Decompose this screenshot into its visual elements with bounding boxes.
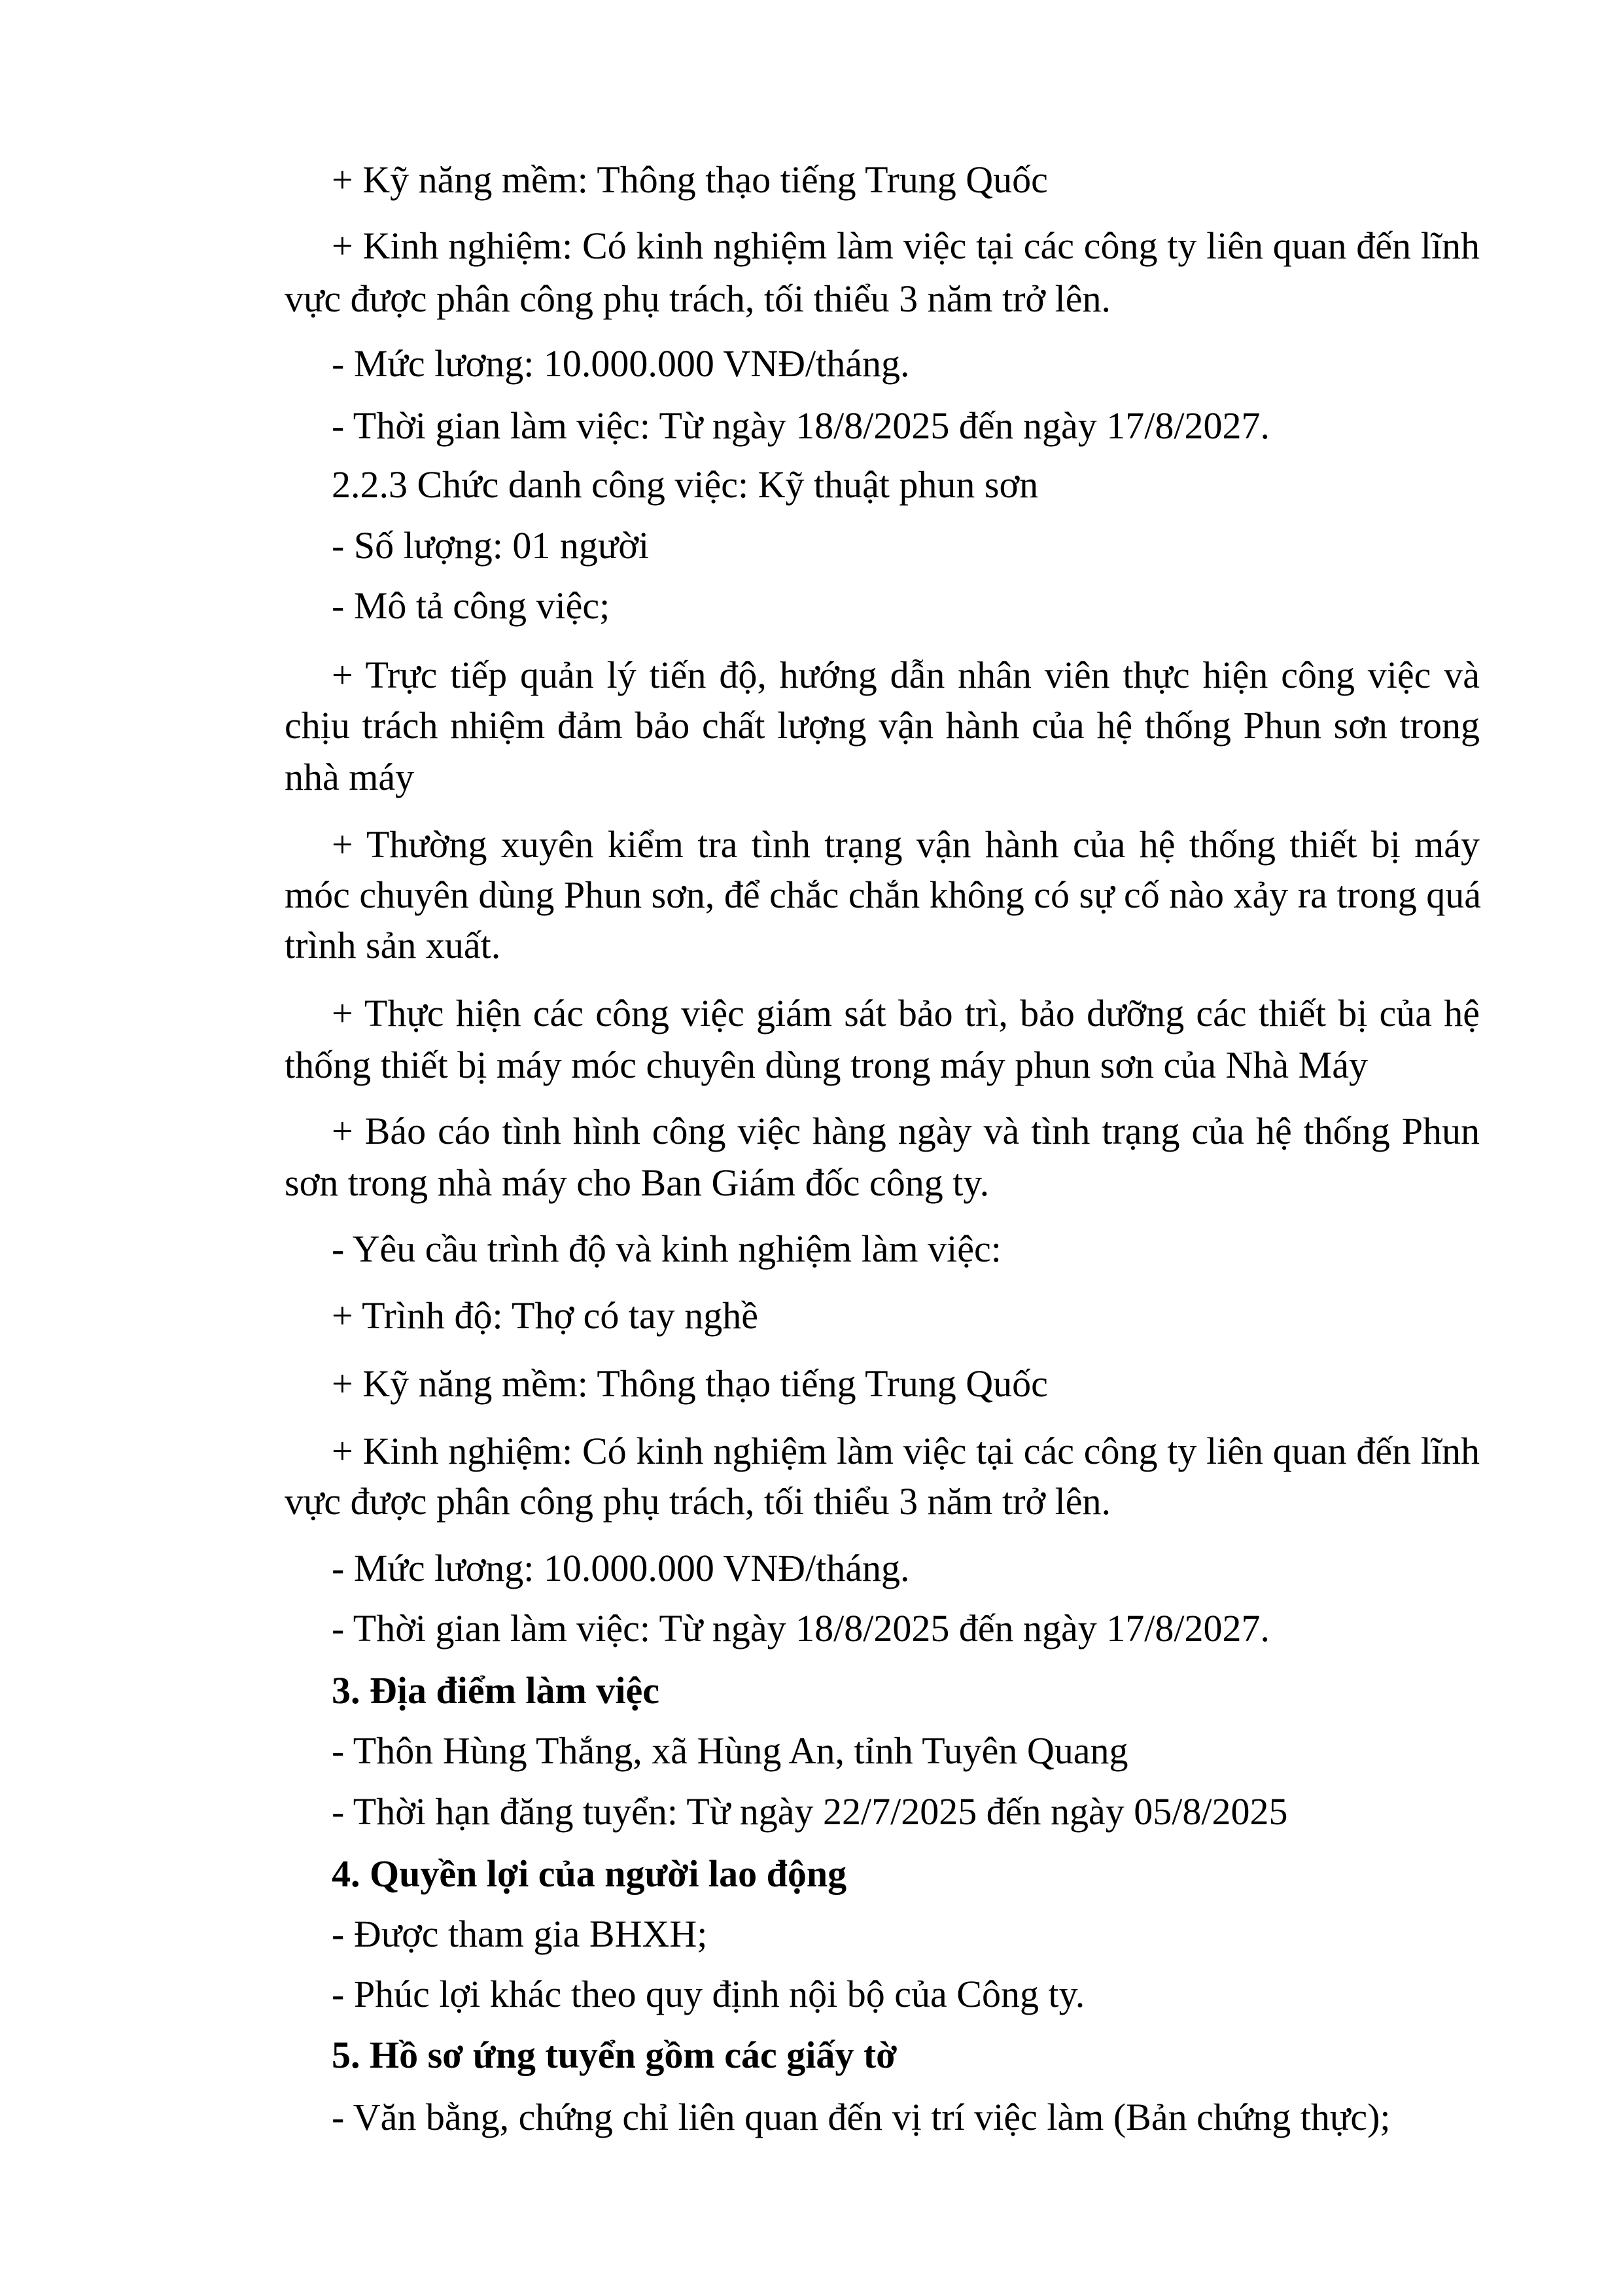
duty-line: thống thiết bị máy móc chuyên dùng trong máy phun sơn của Nhà Máy: [285, 1044, 1368, 1086]
work-period-line: - Thời gian làm việc: Từ ngày 18/8/2025 đến ngày 17/8/2027.: [332, 404, 1270, 447]
section-5-heading: 5. Hồ sơ ứng tuyển gồm các giấy tờ: [332, 2034, 898, 2076]
work-location-line: - Thôn Hùng Thắng, xã Hùng An, tỉnh Tuyên Quang: [332, 1729, 1128, 1772]
application-period-line: - Thời hạn đăng tuyển: Từ ngày 22/7/2025 đến ngày 05/8/2025: [332, 1790, 1288, 1833]
duty-line: trình sản xuất.: [285, 924, 501, 966]
duty-line: chịu trách nhiệm đảm bảo chất lượng vận hành của hệ thống Phun sơn trong: [285, 704, 1480, 747]
duty-line: sơn trong nhà máy cho Ban Giám đốc công ty.: [285, 1161, 990, 1204]
job-description-label: - Mô tả công việc;: [332, 584, 610, 627]
duty-line: móc chuyên dùng Phun sơn, để chắc chắn không có sự cố nào xảy ra trong quá: [285, 874, 1482, 916]
duty-line: nhà máy: [285, 756, 415, 798]
experience-line: + Kinh nghiệm: Có kinh nghiệm làm việc tại các công ty liên quan đến lĩnh: [332, 1430, 1480, 1472]
qualification-line: + Trình độ: Thợ có tay nghề: [332, 1294, 758, 1337]
work-period-line: - Thời gian làm việc: Từ ngày 18/8/2025 đến ngày 17/8/2027.: [332, 1607, 1270, 1650]
experience-line: + Kinh nghiệm: Có kinh nghiệm làm việc tại các công ty liên quan đến lĩnh: [332, 224, 1480, 267]
duty-line: + Thường xuyên kiểm tra tình trạng vận hành của hệ thống thiết bị máy: [332, 823, 1480, 866]
duty-line: + Trực tiếp quản lý tiến độ, hướng dẫn nhân viên thực hiện công việc và: [332, 654, 1480, 696]
section-4-heading: 4. Quyền lợi của người lao động: [332, 1852, 847, 1895]
requirements-label: - Yêu cầu trình độ và kinh nghiệm làm việc:: [332, 1227, 1002, 1270]
experience-line: vực được phân công phụ trách, tối thiểu 3 năm trở lên.: [285, 277, 1111, 320]
salary-line: - Mức lương: 10.000.000 VNĐ/tháng.: [332, 1547, 910, 1589]
duty-line: + Báo cáo tình hình công việc hàng ngày và tình trạng của hệ thống Phun: [332, 1110, 1480, 1152]
job-title-heading: 2.2.3 Chức danh công việc: Kỹ thuật phun sơn: [332, 463, 1039, 506]
duty-line: + Thực hiện các công việc giám sát bảo trì, bảo dưỡng các thiết bị của hệ: [332, 992, 1480, 1034]
benefit-item: - Được tham gia BHXH;: [332, 1913, 708, 1955]
soft-skills-line: + Kỹ năng mềm: Thông thạo tiếng Trung Quốc: [332, 158, 1048, 201]
soft-skills-line: + Kỹ năng mềm: Thông thạo tiếng Trung Quốc: [332, 1362, 1048, 1405]
quantity-line: - Số lượng: 01 người: [332, 524, 650, 567]
salary-line: - Mức lương: 10.000.000 VNĐ/tháng.: [332, 342, 910, 385]
experience-line: vực được phân công phụ trách, tối thiểu 3 năm trở lên.: [285, 1480, 1111, 1523]
benefit-item: - Phúc lợi khác theo quy định nội bộ của Công ty.: [332, 1973, 1085, 2015]
section-3-heading: 3. Địa điểm làm việc: [332, 1669, 659, 1712]
application-document-item: - Văn bằng, chứng chỉ liên quan đến vị trí việc làm (Bản chứng thực);: [332, 2096, 1391, 2138]
